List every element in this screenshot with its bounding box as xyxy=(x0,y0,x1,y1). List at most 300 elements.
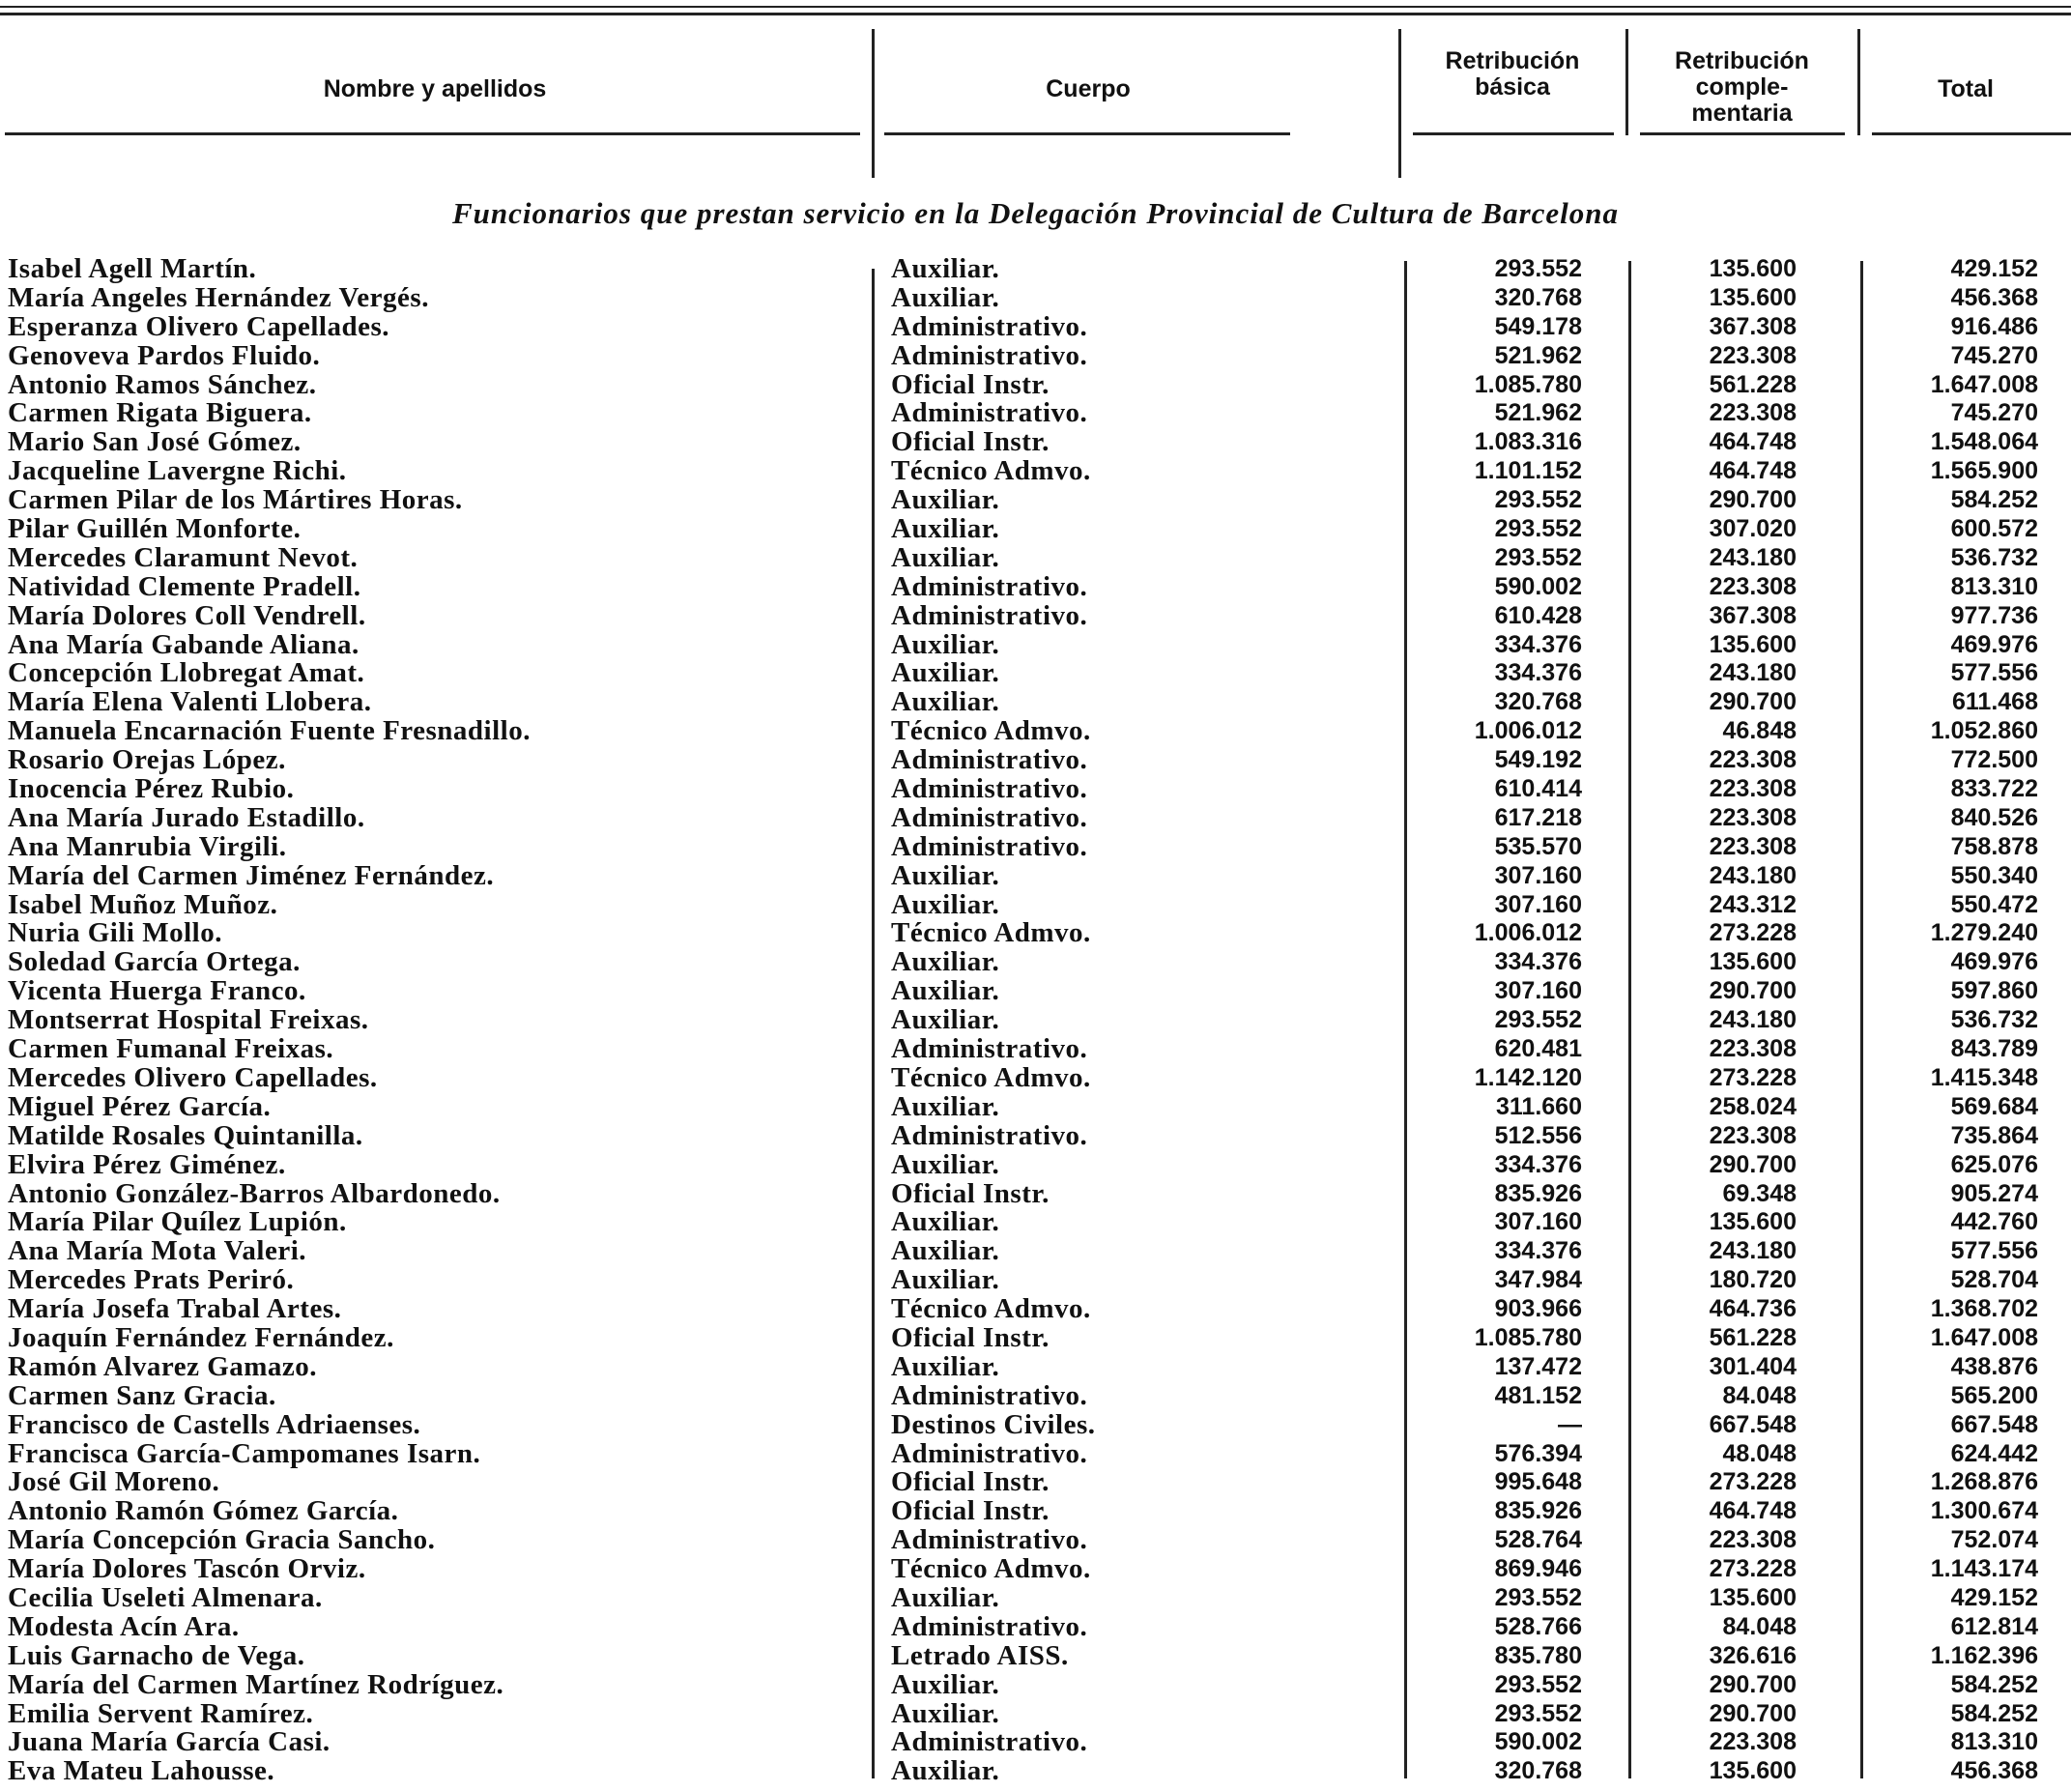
employee-name: Cecilia Useleti Almenara. xyxy=(8,1581,323,1613)
header-underline xyxy=(5,132,860,135)
total-cell: 442.760 xyxy=(1950,1208,2038,1236)
cuerpo-cell: Auxiliar. xyxy=(891,975,1000,1007)
cuerpo-cell: Administrativo. xyxy=(891,339,1088,371)
total-cell: 438.876 xyxy=(1950,1352,2038,1380)
total-cell: 456.368 xyxy=(1950,1757,2038,1785)
basica-cell: 334.376 xyxy=(1494,1150,1582,1178)
total-cell: 429.152 xyxy=(1950,1583,2038,1611)
employee-name: Carmen Rigata Biguera. xyxy=(8,397,312,429)
basica-cell: 320.768 xyxy=(1494,283,1582,311)
employee-name: Jacqueline Lavergne Richi. xyxy=(8,455,347,487)
table-row xyxy=(0,1610,2071,1642)
total-cell: 840.526 xyxy=(1950,803,2038,831)
total-cell: 577.556 xyxy=(1950,1237,2038,1265)
complementaria-cell: 273.228 xyxy=(1709,1063,1797,1091)
basica-cell: 903.966 xyxy=(1494,1295,1582,1323)
basica-cell: 293.552 xyxy=(1494,543,1582,571)
table-row xyxy=(0,717,2071,746)
basica-cell: 481.152 xyxy=(1494,1381,1582,1409)
complementaria-cell: 464.748 xyxy=(1709,1497,1797,1525)
table-row xyxy=(0,1321,2071,1353)
employee-name: Elvira Pérez Giménez. xyxy=(8,1148,286,1180)
employee-name: Francisco de Castells Adriaenses. xyxy=(8,1408,421,1440)
header-underline xyxy=(1872,132,2071,135)
employee-name: Ana María Jurado Estadillo. xyxy=(8,801,365,833)
complementaria-cell: 290.700 xyxy=(1709,486,1797,514)
total-cell: 813.310 xyxy=(1950,1728,2038,1756)
table-row xyxy=(0,486,2071,515)
total-cell: 905.274 xyxy=(1950,1179,2038,1207)
complementaria-cell: 667.548 xyxy=(1709,1410,1797,1438)
basica-cell: 590.002 xyxy=(1494,572,1582,600)
top-rule-thick xyxy=(0,13,2071,15)
complementaria-cell: 135.600 xyxy=(1709,255,1797,282)
cuerpo-cell: Auxiliar. xyxy=(891,1581,1000,1613)
complementaria-cell: 561.228 xyxy=(1709,370,1797,398)
cuerpo-cell: Auxiliar. xyxy=(891,628,1000,660)
total-cell: 1.052.860 xyxy=(1930,717,2038,745)
basica-cell: 620.481 xyxy=(1494,1035,1582,1063)
cuerpo-cell: Auxiliar. xyxy=(891,281,1000,313)
total-cell: 550.472 xyxy=(1950,890,2038,918)
total-cell: 1.565.900 xyxy=(1930,457,2038,485)
basica-cell: 610.414 xyxy=(1494,775,1582,803)
cuerpo-cell: Administrativo. xyxy=(891,397,1088,429)
cuerpo-cell: Destinos Civiles. xyxy=(891,1408,1096,1440)
cuerpo-cell: Administrativo. xyxy=(891,1610,1088,1642)
total-cell: 550.340 xyxy=(1950,861,2038,889)
complementaria-cell: 307.020 xyxy=(1709,515,1797,543)
header-name: Nombre y apellidos xyxy=(323,75,547,102)
basica-cell: 320.768 xyxy=(1494,1757,1582,1785)
table-row xyxy=(0,1408,2071,1440)
total-cell: 528.704 xyxy=(1950,1266,2038,1294)
employee-name: María Elena Valenti Llobera. xyxy=(8,686,372,718)
basica-cell: 334.376 xyxy=(1494,1237,1582,1265)
complementaria-cell: 69.348 xyxy=(1722,1179,1797,1207)
complementaria-cell: 135.600 xyxy=(1709,1208,1797,1236)
table-row xyxy=(0,746,2071,775)
table-row xyxy=(0,659,2071,688)
cuerpo-cell: Oficial Instr. xyxy=(891,426,1050,458)
complementaria-cell: 290.700 xyxy=(1709,1670,1797,1698)
complementaria-cell: 135.600 xyxy=(1709,283,1797,311)
basica-cell: 835.926 xyxy=(1494,1179,1582,1207)
table-row xyxy=(0,339,2071,371)
complementaria-cell: 367.308 xyxy=(1709,312,1797,340)
complementaria-cell: 223.308 xyxy=(1709,746,1797,774)
complementaria-cell: 273.228 xyxy=(1709,1468,1797,1496)
table-row xyxy=(0,1119,2071,1151)
employee-name: María Josefa Trabal Artes. xyxy=(8,1293,342,1325)
total-cell: 612.814 xyxy=(1950,1612,2038,1640)
header-column-rule xyxy=(1857,29,1860,135)
total-cell: 469.976 xyxy=(1950,948,2038,976)
employee-name: Genoveva Pardos Fluido. xyxy=(8,339,321,371)
complementaria-cell: 223.308 xyxy=(1709,775,1797,803)
employee-name: María Dolores Tascón Orviz. xyxy=(8,1553,366,1585)
table-row xyxy=(0,948,2071,977)
employee-name: Antonio González-Barros Albardonedo. xyxy=(8,1177,501,1209)
complementaria-cell: 84.048 xyxy=(1722,1381,1797,1409)
table-row xyxy=(0,888,2071,920)
table-row xyxy=(0,1668,2071,1700)
complementaria-cell: 464.736 xyxy=(1709,1295,1797,1323)
cuerpo-cell: Auxiliar. xyxy=(891,686,1000,718)
complementaria-cell: 243.180 xyxy=(1709,1237,1797,1265)
cuerpo-cell: Auxiliar. xyxy=(891,1755,1000,1787)
table-row xyxy=(0,859,2071,891)
cuerpo-cell: Auxiliar. xyxy=(891,513,1000,545)
cuerpo-cell: Administrativo. xyxy=(891,1437,1088,1469)
cuerpo-cell: Técnico Admvo. xyxy=(891,1061,1091,1093)
table-row xyxy=(0,1468,2071,1497)
employee-name: Mercedes Prats Periró. xyxy=(8,1264,295,1296)
cuerpo-cell: Auxiliar. xyxy=(891,1090,1000,1122)
total-cell: 843.789 xyxy=(1950,1035,2038,1063)
complementaria-cell: 464.748 xyxy=(1709,428,1797,456)
cuerpo-cell: Auxiliar. xyxy=(891,1235,1000,1267)
basica-cell: 549.192 xyxy=(1494,746,1582,774)
table-row xyxy=(0,1639,2071,1671)
header-basica: Retribución básica xyxy=(1445,47,1580,101)
employee-name: Antonio Ramos Sánchez. xyxy=(8,368,317,400)
table-row xyxy=(0,515,2071,544)
employee-name: Matilde Rosales Quintanilla. xyxy=(8,1119,363,1151)
complementaria-cell: 243.180 xyxy=(1709,543,1797,571)
employee-name: Mercedes Olivero Capellades. xyxy=(8,1061,378,1093)
complementaria-cell: 135.600 xyxy=(1709,630,1797,658)
table-row xyxy=(0,1035,2071,1064)
basica-cell: 528.766 xyxy=(1494,1612,1582,1640)
total-cell: 833.722 xyxy=(1950,775,2038,803)
employee-name: Pilar Guillén Monforte. xyxy=(8,513,302,545)
basica-cell: 835.926 xyxy=(1494,1497,1582,1525)
header-underline xyxy=(884,132,1290,135)
table-row xyxy=(0,1728,2071,1757)
employee-name: Isabel Agell Martín. xyxy=(8,253,257,284)
cuerpo-cell: Auxiliar. xyxy=(891,1697,1000,1729)
total-cell: 813.310 xyxy=(1950,572,2038,600)
complementaria-cell: 223.308 xyxy=(1709,341,1797,369)
complementaria-cell: 46.848 xyxy=(1722,717,1797,745)
table-row xyxy=(0,599,2071,631)
table-row xyxy=(0,801,2071,833)
cuerpo-cell: Auxiliar. xyxy=(891,541,1000,573)
cuerpo-cell: Auxiliar. xyxy=(891,253,1000,284)
complementaria-cell: 290.700 xyxy=(1709,688,1797,716)
complementaria-cell: 326.616 xyxy=(1709,1641,1797,1669)
table-row xyxy=(0,368,2071,400)
total-cell: 536.732 xyxy=(1950,1006,2038,1034)
table-row xyxy=(0,1350,2071,1382)
basica-cell: 576.394 xyxy=(1494,1439,1582,1467)
header-underline xyxy=(1413,132,1614,135)
employee-name: Vicenta Huerga Franco. xyxy=(8,975,306,1007)
total-cell: 1.647.008 xyxy=(1930,370,2038,398)
basica-cell: 334.376 xyxy=(1494,659,1582,687)
employee-name: Carmen Pilar de los Mártires Horas. xyxy=(8,484,463,516)
employee-name: Ramón Alvarez Gamazo. xyxy=(8,1350,318,1382)
basica-cell: 293.552 xyxy=(1494,255,1582,282)
total-cell: 1.268.876 xyxy=(1930,1468,2038,1496)
basica-cell: 293.552 xyxy=(1494,1699,1582,1727)
complementaria-cell: 273.228 xyxy=(1709,1555,1797,1583)
table-row xyxy=(0,399,2071,428)
basica-cell: 521.962 xyxy=(1494,399,1582,427)
cuerpo-cell: Oficial Instr. xyxy=(891,1466,1050,1498)
total-cell: 1.162.396 xyxy=(1930,1641,2038,1669)
cuerpo-cell: Administrativo. xyxy=(891,1119,1088,1151)
complementaria-cell: 258.024 xyxy=(1709,1092,1797,1120)
complementaria-cell: 48.048 xyxy=(1722,1439,1797,1467)
cuerpo-cell: Administrativo. xyxy=(891,744,1088,776)
table-row xyxy=(0,1177,2071,1209)
cuerpo-cell: Auxiliar. xyxy=(891,657,1000,689)
cuerpo-cell: Auxiliar. xyxy=(891,1148,1000,1180)
cuerpo-cell: Auxiliar. xyxy=(891,1206,1000,1238)
cuerpo-cell: Administrativo. xyxy=(891,570,1088,602)
header-column-rule xyxy=(872,29,875,178)
employee-name: Isabel Muñoz Muñoz. xyxy=(8,888,278,920)
table-row xyxy=(0,1697,2071,1729)
employee-name: Antonio Ramón Gómez García. xyxy=(8,1495,399,1527)
employee-name: José Gil Moreno. xyxy=(8,1466,220,1498)
basica-cell: 512.556 xyxy=(1494,1121,1582,1149)
basica-cell: 293.552 xyxy=(1494,1006,1582,1034)
total-cell: 429.152 xyxy=(1950,255,2038,282)
employee-name: Rosario Orejas López. xyxy=(8,744,286,776)
cuerpo-cell: Administrativo. xyxy=(891,801,1088,833)
total-cell: 735.864 xyxy=(1950,1121,2038,1149)
basica-cell: 293.552 xyxy=(1494,1583,1582,1611)
basica-cell: 1.101.152 xyxy=(1474,457,1582,485)
complementaria-cell: 243.180 xyxy=(1709,861,1797,889)
cuerpo-cell: Auxiliar. xyxy=(891,1264,1000,1296)
employee-name: Nuria Gili Mollo. xyxy=(8,917,222,949)
employee-name: Montserrat Hospital Freixas. xyxy=(8,1004,369,1036)
table-row xyxy=(0,570,2071,602)
table-row xyxy=(0,1437,2071,1469)
employee-name: Carmen Sanz Gracia. xyxy=(8,1379,276,1411)
total-cell: 1.368.702 xyxy=(1930,1295,2038,1323)
complementaria-cell: 243.312 xyxy=(1709,890,1797,918)
basica-cell: 293.552 xyxy=(1494,486,1582,514)
employee-name: Concepción Llobregat Amat. xyxy=(8,657,365,689)
complementaria-cell: 223.308 xyxy=(1709,1526,1797,1554)
table-row xyxy=(0,1555,2071,1584)
basica-cell: 320.768 xyxy=(1494,688,1582,716)
total-cell: 577.556 xyxy=(1950,659,2038,687)
employee-name: Soledad García Ortega. xyxy=(8,946,301,978)
employee-name: Francisca García-Campomanes Isarn. xyxy=(8,1437,481,1469)
table-row xyxy=(0,775,2071,804)
basica-cell: 995.648 xyxy=(1494,1468,1582,1496)
total-cell: 1.548.064 xyxy=(1930,428,2038,456)
basica-cell: — xyxy=(1558,1410,1582,1438)
total-cell: 469.976 xyxy=(1950,630,2038,658)
table-row xyxy=(0,1526,2071,1555)
cuerpo-cell: Oficial Instr. xyxy=(891,368,1050,400)
complementaria-cell: 561.228 xyxy=(1709,1323,1797,1351)
table-row xyxy=(0,1237,2071,1266)
complementaria-cell: 223.308 xyxy=(1709,1035,1797,1063)
salary-table xyxy=(0,255,2071,1786)
table-row xyxy=(0,688,2071,717)
total-cell: 1.143.174 xyxy=(1930,1555,2038,1583)
header-column-rule xyxy=(1398,29,1401,178)
employee-name: Miguel Pérez García. xyxy=(8,1090,272,1122)
total-cell: 772.500 xyxy=(1950,746,2038,774)
basica-cell: 590.002 xyxy=(1494,1728,1582,1756)
basica-cell: 535.570 xyxy=(1494,832,1582,860)
complementaria-cell: 135.600 xyxy=(1709,948,1797,976)
total-cell: 611.468 xyxy=(1952,688,2038,716)
cuerpo-cell: Oficial Instr. xyxy=(891,1495,1050,1527)
complementaria-cell: 243.180 xyxy=(1709,1006,1797,1034)
basica-cell: 1.083.316 xyxy=(1474,428,1582,456)
employee-name: Natividad Clemente Pradell. xyxy=(8,570,361,602)
employee-name: María del Carmen Jiménez Fernández. xyxy=(8,859,495,891)
top-rule xyxy=(0,6,2071,8)
table-row xyxy=(0,1208,2071,1237)
complementaria-cell: 223.308 xyxy=(1709,803,1797,831)
cuerpo-cell: Administrativo. xyxy=(891,1379,1088,1411)
cuerpo-cell: Técnico Admvo. xyxy=(891,715,1091,747)
complementaria-cell: 223.308 xyxy=(1709,1121,1797,1149)
basica-cell: 293.552 xyxy=(1494,1670,1582,1698)
basica-cell: 347.984 xyxy=(1494,1266,1582,1294)
basica-cell: 293.552 xyxy=(1494,515,1582,543)
table-row xyxy=(0,1148,2071,1180)
employee-name: María del Carmen Martínez Rodríguez. xyxy=(8,1668,504,1700)
total-cell: 752.074 xyxy=(1950,1526,2038,1554)
cuerpo-cell: Administrativo. xyxy=(891,773,1088,805)
table-row xyxy=(0,428,2071,457)
complementaria-cell: 301.404 xyxy=(1709,1352,1797,1380)
basica-cell: 869.946 xyxy=(1494,1555,1582,1583)
employee-name: Ana Manrubia Virgili. xyxy=(8,830,287,862)
total-cell: 667.548 xyxy=(1950,1410,2038,1438)
cuerpo-cell: Auxiliar. xyxy=(891,946,1000,978)
header-column-rule xyxy=(1625,29,1628,135)
employee-name: Carmen Fumanal Freixas. xyxy=(8,1033,334,1065)
total-cell: 1.647.008 xyxy=(1930,1323,2038,1351)
cuerpo-cell: Auxiliar. xyxy=(891,888,1000,920)
complementaria-cell: 223.308 xyxy=(1709,1728,1797,1756)
basica-cell: 311.660 xyxy=(1496,1092,1582,1120)
basica-cell: 1.085.780 xyxy=(1474,1323,1582,1351)
complementaria-cell: 290.700 xyxy=(1709,1699,1797,1727)
cuerpo-cell: Auxiliar. xyxy=(891,1668,1000,1700)
table-row xyxy=(0,1266,2071,1295)
section-title: Funcionarios que prestan servicio en la Delegación Provincial de Cultura de Barcelona xyxy=(451,196,1620,230)
header-cuerpo: Cuerpo xyxy=(1046,75,1131,102)
cuerpo-cell: Técnico Admvo. xyxy=(891,455,1091,487)
basica-cell: 334.376 xyxy=(1494,948,1582,976)
employee-name: Inocencia Pérez Rubio. xyxy=(8,773,295,805)
cuerpo-cell: Oficial Instr. xyxy=(891,1177,1050,1209)
header-complementaria: Retribución comple- mentaria xyxy=(1675,47,1809,127)
employee-name: Mario San José Gómez. xyxy=(8,426,302,458)
basica-cell: 334.376 xyxy=(1494,630,1582,658)
complementaria-cell: 223.308 xyxy=(1709,572,1797,600)
total-cell: 565.200 xyxy=(1950,1381,2038,1409)
table-row xyxy=(0,1581,2071,1613)
header-total: Total xyxy=(1938,75,1994,102)
header-underline xyxy=(1640,132,1845,135)
basica-cell: 1.006.012 xyxy=(1474,919,1582,947)
complementaria-cell: 223.308 xyxy=(1709,399,1797,427)
table-row xyxy=(0,1379,2071,1411)
table-row xyxy=(0,255,2071,284)
total-cell: 745.270 xyxy=(1950,341,2038,369)
employee-name: Esperanza Olivero Capellades. xyxy=(8,310,389,342)
table-row xyxy=(0,1497,2071,1526)
total-cell: 600.572 xyxy=(1950,515,2038,543)
employee-name: Manuela Encarnación Fuente Fresnadillo. xyxy=(8,715,531,747)
total-cell: 456.368 xyxy=(1950,283,2038,311)
total-cell: 584.252 xyxy=(1950,486,2038,514)
total-cell: 569.684 xyxy=(1950,1092,2038,1120)
cuerpo-cell: Auxiliar. xyxy=(891,859,1000,891)
complementaria-cell: 84.048 xyxy=(1722,1612,1797,1640)
total-cell: 584.252 xyxy=(1950,1670,2038,1698)
employee-name: Juana María García Casi. xyxy=(8,1726,331,1758)
complementaria-cell: 367.308 xyxy=(1709,601,1797,629)
complementaria-cell: 135.600 xyxy=(1709,1583,1797,1611)
basica-cell: 610.428 xyxy=(1494,601,1582,629)
total-cell: 1.300.674 xyxy=(1930,1497,2038,1525)
total-cell: 1.279.240 xyxy=(1930,919,2038,947)
total-cell: 597.860 xyxy=(1950,977,2038,1005)
cuerpo-cell: Letrado AISS. xyxy=(891,1639,1069,1671)
complementaria-cell: 223.308 xyxy=(1709,832,1797,860)
employee-name: María Pilar Quílez Lupión. xyxy=(8,1206,347,1238)
table-row xyxy=(0,1090,2071,1122)
employee-name: Emilia Servent Ramírez. xyxy=(8,1697,314,1729)
basica-cell: 1.006.012 xyxy=(1474,717,1582,745)
cuerpo-cell: Auxiliar. xyxy=(891,1004,1000,1036)
basica-cell: 1.142.120 xyxy=(1474,1063,1582,1091)
basica-cell: 521.962 xyxy=(1494,341,1582,369)
basica-cell: 1.085.780 xyxy=(1474,370,1582,398)
cuerpo-cell: Administrativo. xyxy=(891,1033,1088,1065)
complementaria-cell: 464.748 xyxy=(1709,457,1797,485)
table-row xyxy=(0,919,2071,948)
employee-name: María Angeles Hernández Vergés. xyxy=(8,281,429,313)
table-row xyxy=(0,457,2071,486)
cuerpo-cell: Técnico Admvo. xyxy=(891,917,1091,949)
employee-name: Luis Garnacho de Vega. xyxy=(8,1639,305,1671)
table-row xyxy=(0,281,2071,313)
total-cell: 624.442 xyxy=(1950,1439,2038,1467)
complementaria-cell: 273.228 xyxy=(1709,919,1797,947)
table-row xyxy=(0,628,2071,660)
employee-name: Eva Mateu Lahousse. xyxy=(8,1755,275,1787)
employee-name: Ana María Gabande Aliana. xyxy=(8,628,360,660)
total-cell: 1.415.348 xyxy=(1930,1063,2038,1091)
basica-cell: 617.218 xyxy=(1494,803,1582,831)
cuerpo-cell: Administrativo. xyxy=(891,1524,1088,1556)
total-cell: 977.736 xyxy=(1950,601,2038,629)
cuerpo-cell: Auxiliar. xyxy=(891,484,1000,516)
table-row xyxy=(0,1295,2071,1324)
table-row xyxy=(0,1061,2071,1093)
basica-cell: 307.160 xyxy=(1494,861,1582,889)
employee-name: Joaquín Fernández Fernández. xyxy=(8,1321,394,1353)
basica-cell: 528.764 xyxy=(1494,1526,1582,1554)
